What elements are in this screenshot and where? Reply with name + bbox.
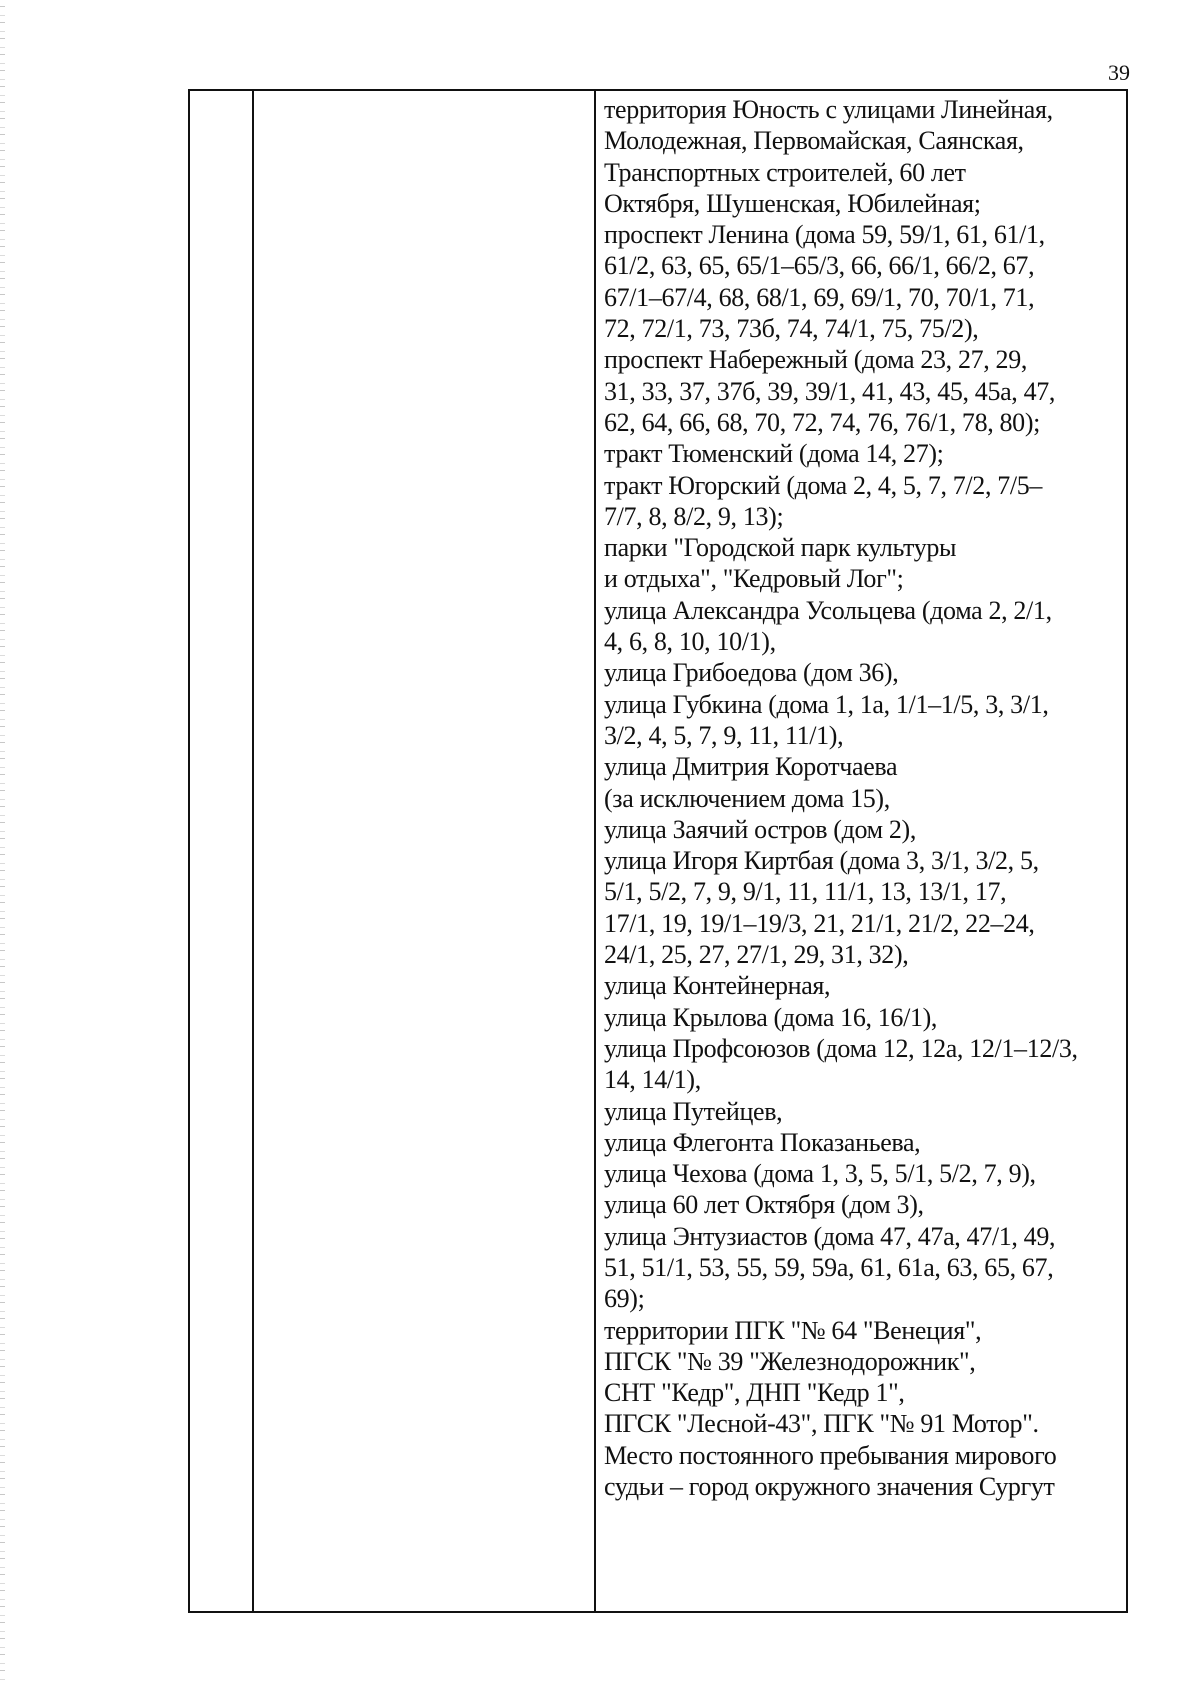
- text-line: Место постоянного пребывания мирового: [604, 1440, 1057, 1470]
- table-cell-court: [253, 90, 595, 1612]
- text-line: ПГСК "№ 39 "Железнодорожник",: [604, 1346, 976, 1376]
- text-line: 7/7, 8, 8/2, 9, 13);: [604, 501, 784, 531]
- text-line: улица Чехова (дома 1, 3, 5, 5/1, 5/2, 7, 9),: [604, 1159, 1036, 1189]
- text-line: парки "Городской парк культуры: [604, 533, 957, 563]
- text-line: улица Профсоюзов (дома 12, 12а, 12/1–12/3,: [604, 1033, 1078, 1063]
- text-line: 14, 14/1),: [604, 1065, 701, 1095]
- text-line: улица Флегонта Показаньева,: [604, 1127, 921, 1157]
- text-line: 24/1, 25, 27, 27/1, 29, 31, 32),: [604, 940, 909, 970]
- text-line: улица Энтузиастов (дома 47, 47а, 47/1, 49,: [604, 1221, 1056, 1251]
- text-line: 62, 64, 66, 68, 70, 72, 74, 76, 76/1, 78, 80);: [604, 407, 1041, 437]
- page-number: 39: [1108, 60, 1130, 85]
- text-line: 17/1, 19, 19/1–19/3, 21, 21/1, 21/2, 22–24,: [604, 908, 1035, 938]
- text-line: 4, 6, 8, 10, 10/1),: [604, 627, 776, 657]
- table-cell-number: [189, 90, 253, 1612]
- text-line: Транспортных строителей, 60 лет: [604, 157, 966, 187]
- text-line: улица Игоря Киртбая (дома 3, 3/1, 3/2, 5,: [604, 846, 1039, 876]
- text-line: улица Грибоедова (дом 36),: [604, 658, 899, 688]
- text-line: улица Контейнерная,: [604, 971, 831, 1001]
- text-line: судьи – город окружного значения Сургут: [604, 1472, 1055, 1502]
- text-line: тракт Тюменский (дома 14, 27);: [604, 439, 944, 469]
- text-line: ПГСК "Лесной-43", ПГК "№ 91 Мотор".: [604, 1409, 1039, 1439]
- text-line: улица Путейцев,: [604, 1096, 783, 1126]
- text-line: территории ПГК "№ 64 "Венеция",: [604, 1315, 982, 1345]
- text-line: 5/1, 5/2, 7, 9, 9/1, 11, 11/1, 13, 13/1, 17,: [604, 877, 1007, 907]
- text-line: 67/1–67/4, 68, 68/1, 69, 69/1, 70, 70/1, 71,: [604, 282, 1035, 312]
- document-table: [188, 89, 1128, 1613]
- scan-edge: [0, 0, 5, 1686]
- text-line: улица Губкина (дома 1, 1а, 1/1–1/5, 3, 3/1,: [604, 689, 1049, 719]
- text-line: тракт Югорский (дома 2, 4, 5, 7, 7/2, 7/5–: [604, 470, 1043, 500]
- text-line: 69);: [604, 1284, 645, 1314]
- text-line: СНТ "Кедр", ДНП "Кедр 1",: [604, 1378, 905, 1408]
- text-line: Молодежная, Первомайская, Саянская,: [604, 126, 1024, 156]
- text-line: 31, 33, 37, 37б, 39, 39/1, 41, 43, 45, 45а, 47,: [604, 376, 1056, 406]
- text-line: 51, 51/1, 53, 55, 59, 59а, 61, 61а, 63, 65, 67,: [604, 1252, 1054, 1282]
- text-line: 61/2, 63, 65, 65/1–65/3, 66, 66/1, 66/2, 67,: [604, 251, 1035, 281]
- text-line: проспект Набережный (дома 23, 27, 29,: [604, 345, 1028, 375]
- table-cell-territory: [595, 90, 1127, 1612]
- text-line: 72, 72/1, 73, 73б, 74, 74/1, 75, 75/2),: [604, 314, 979, 344]
- table-row: [189, 90, 1127, 1612]
- territory-text: [596, 91, 1126, 1502]
- text-line: улица Заячий остров (дом 2),: [604, 814, 916, 844]
- text-line: улица Крылова (дома 16, 16/1),: [604, 1002, 938, 1032]
- text-line: проспект Ленина (дома 59, 59/1, 61, 61/1,: [604, 220, 1045, 250]
- text-line: 3/2, 4, 5, 7, 9, 11, 11/1),: [604, 720, 844, 750]
- text-line: территория Юность с улицами Линейная,: [604, 95, 1053, 124]
- text-line: улица Александра Усольцева (дома 2, 2/1,: [604, 595, 1052, 625]
- text-line: улица 60 лет Октября (дом 3),: [604, 1190, 924, 1220]
- text-line: Октября, Шушенская, Юбилейная;: [604, 188, 981, 218]
- text-line: улица Дмитрия Коротчаева: [604, 752, 898, 782]
- text-line: и отдыха", "Кедровый Лог";: [604, 564, 904, 594]
- text-line: (за исключением дома 15),: [604, 783, 890, 813]
